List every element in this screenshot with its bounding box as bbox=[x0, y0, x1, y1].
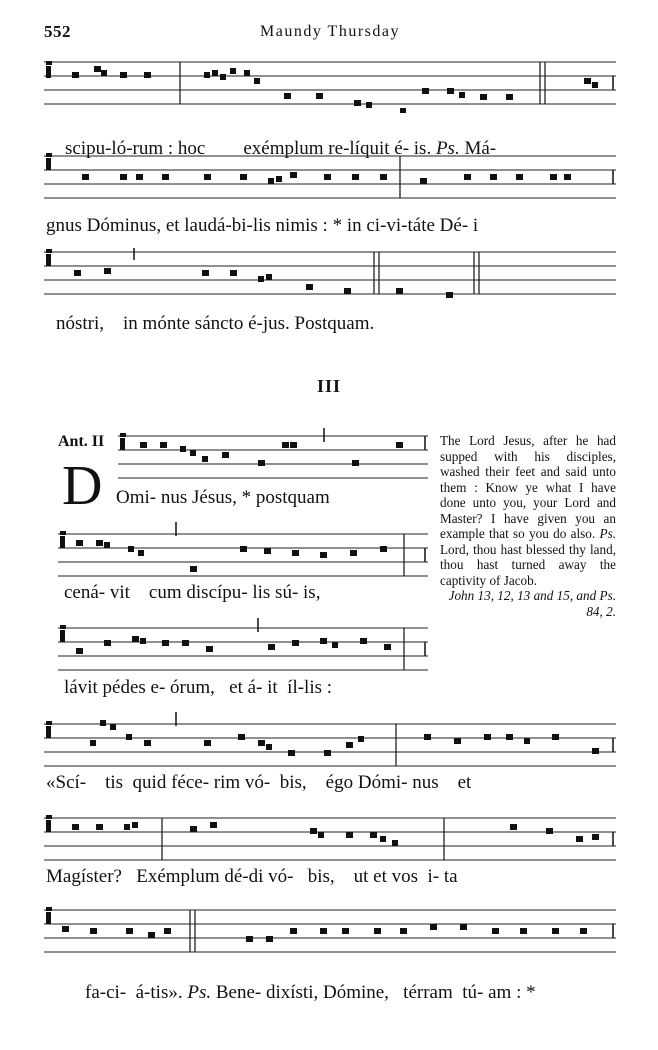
antiphon-mode-label: Ant. II bbox=[58, 433, 105, 450]
chant-staff-6 bbox=[58, 624, 428, 678]
chant-staff-9 bbox=[44, 906, 616, 960]
page-header bbox=[44, 22, 616, 46]
dropcap-initial: D bbox=[62, 455, 103, 517]
chant-staff-3 bbox=[44, 248, 616, 302]
lyric-line-5: cená- vit cum discípu- lis sú- is, bbox=[64, 582, 321, 603]
lyric-line-4: Omi- nus Jésus, * postquam bbox=[116, 487, 330, 508]
lyric-line-1-c: Má- bbox=[464, 138, 497, 159]
lyric-line-2: gnus Dóminus, et laudá-bi-lis nimis : * in ci-vi-táte Dé- i bbox=[46, 215, 479, 236]
chant-staff-8 bbox=[44, 814, 616, 868]
lyric-line-7: «Scí- tis quid féce- rim vó- bis, égo Dómi- nus et bbox=[46, 772, 472, 793]
chant-staff-5 bbox=[58, 530, 428, 584]
lyric-line-9 bbox=[66, 960, 536, 1026]
chant-staff-4 bbox=[118, 432, 428, 486]
lyric-line-9-a: fa-ci- á-tis». bbox=[85, 982, 183, 1003]
lyric-line-1-b: exémplum re-líquit é- is. bbox=[243, 138, 432, 159]
chant-staff-1 bbox=[44, 58, 616, 112]
translation-psalm-label: Ps. bbox=[599, 526, 616, 541]
lyric-line-6: lávit pédes e- órum, et á- it íl-lis : bbox=[64, 677, 333, 698]
lyric-line-3: nóstri, in mónte sáncto é-jus. Postquam. bbox=[56, 313, 375, 334]
chant-staff-2 bbox=[44, 152, 616, 206]
running-title: Maundy Thursday bbox=[260, 23, 400, 40]
psalm-label-2: Ps. bbox=[187, 982, 212, 1003]
psalm-label-1: Ps. bbox=[435, 138, 460, 159]
lyric-line-9-b: Bene- dixísti, Dómine, térram tú- am : * bbox=[215, 982, 536, 1003]
section-number: III bbox=[316, 376, 341, 396]
lyric-line-8: Magíster? Exémplum dé-di vó- bis, ut et vos i- ta bbox=[46, 866, 458, 887]
page-number: 552 bbox=[44, 22, 71, 41]
scripture-reference: John 13, 12, 13 and 15, and Ps. 84, 2. bbox=[448, 588, 616, 619]
lyric-line-1-a: scipu-ló-rum : hoc bbox=[65, 138, 206, 159]
translation-text: The Lord Jesus, after he had supped with his disciples, washed their feet and said unto them : Know ye what I have done unto you, your Lord and Master? I have given you an example that so you do also. bbox=[440, 433, 616, 541]
chant-staff-7 bbox=[44, 720, 616, 774]
english-translation bbox=[440, 433, 616, 619]
translation-text-2: Lord, thou hast blessed thy land, thou hast turned away the captivity of Jacob. bbox=[440, 541, 616, 588]
